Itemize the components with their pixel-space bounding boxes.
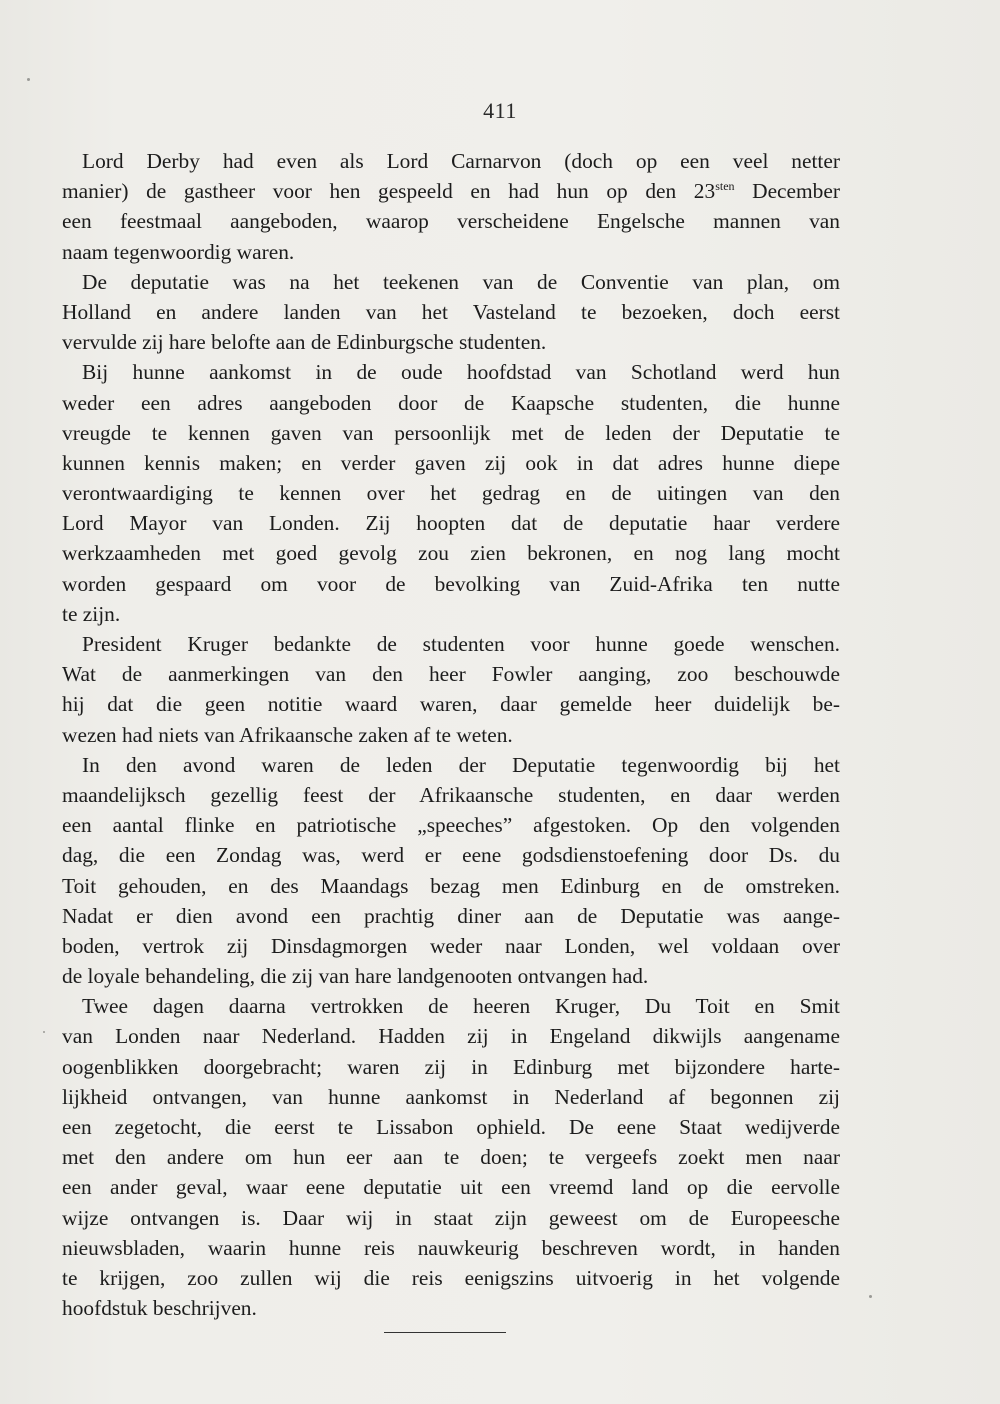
text-line: Lord Mayor van Londen. Zij hoopten dat de deputatie haar verdere — [62, 511, 840, 536]
text-line — [62, 176, 840, 206]
text-line: de loyale behandeling, die zij van hare landgenooten ontvangen had. — [62, 964, 649, 989]
text-line: wezen had niets van Afrikaansche zaken af te weten. — [62, 722, 513, 747]
superscript: sten — [715, 179, 735, 194]
text-line-part: manier) de gastheer voor hen gespeeld en had hun op den 23 — [62, 179, 716, 204]
body-text — [62, 146, 840, 1323]
text-line: hoofdstuk beschrijven. — [62, 1296, 257, 1321]
text-line: van Londen naar Nederland. Hadden zij in Engeland dikwijls aangename — [62, 1024, 840, 1049]
text-line: naam tegenwoordig waren. — [62, 239, 295, 264]
text-line: In den avond waren de leden der Deputatie tegenwoordig bij het — [82, 752, 840, 777]
text-line: wijze ontvangen is. Daar wij in staat zijn geweest om de Europeesche — [62, 1205, 840, 1230]
text-line: hij dat die geen notitie waard waren, daar gemelde heer duidelijk be- — [62, 692, 840, 717]
text-line: maandelijksch gezellig feest der Afrikaansche studenten, en daar werden — [62, 782, 840, 807]
page-number: 411 — [483, 98, 517, 123]
text-line: te krijgen, zoo zullen wij die reis eenigszins uitvoerig in het volgende — [62, 1265, 840, 1290]
scan-speck — [43, 1031, 45, 1033]
text-line: met den andere om hun eer aan te doen; te vergeefs zoekt men naar — [62, 1145, 840, 1170]
text-line: vreugde te kennen gaven van persoonlijk met de leden der Deputatie te — [62, 420, 840, 445]
text-line: werkzaamheden met goed gevolg zou zien bekronen, en nog lang mocht — [62, 541, 840, 566]
text-line-part: December — [734, 179, 840, 204]
text-line: een ander geval, waar eene deputatie uit een vreemd land op die eervolle — [62, 1175, 840, 1200]
text-line: verontwaardiging te kennen over het gedrag en de uitingen van den — [62, 481, 840, 506]
text-line: een zegetocht, die eerst te Lissabon ophield. De eene Staat wedijverde — [62, 1115, 840, 1139]
text-line: Wat de aanmerkingen van den heer Fowler aanging, zoo beschouwde — [62, 662, 840, 687]
text-line: Nadat er dien avond een prachtig diner aan de Deputatie was aange- — [62, 903, 840, 928]
text-line: boden, vertrok zij Dinsdagmorgen weder naar Londen, wel voldaan over — [62, 933, 840, 958]
text-line: Holland en andere landen van het Vasteland te bezoeken, doch eerst — [62, 299, 840, 324]
scan-speck — [27, 78, 30, 81]
text-line: een feestmaal aangeboden, waarop verscheidene Engelsche mannen van — [62, 209, 840, 234]
end-rule — [384, 1332, 506, 1333]
text-line: Lord Derby had even als Lord Carnarvon (doch op een veel netter — [82, 149, 840, 173]
text-line: Toit gehouden, en des Maandags bezag men Edinburg en de omstreken. — [62, 873, 840, 898]
text-line: nieuwsbladen, waarin hunne reis nauwkeurig beschreven wordt, in handen — [62, 1235, 840, 1260]
text-line: lijkheid ontvangen, van hunne aankomst in Nederland af begonnen zij — [62, 1084, 840, 1109]
text-line: oogenblikken doorgebracht; waren zij in Edinburg met bijzondere harte- — [62, 1054, 840, 1079]
text-line: te zijn. — [62, 601, 121, 626]
text-line: President Kruger bedankte de studenten voor hunne goede wenschen. — [82, 632, 840, 656]
text-line: De deputatie was na het teekenen van de Conventie van plan, om — [82, 269, 840, 294]
text-line: kunnen kennis maken; en verder gaven zij ook in dat adres hunne diepe — [62, 450, 840, 475]
text-line: Twee dagen daarna vertrokken de heeren Kruger, Du Toit en Smit — [82, 994, 840, 1019]
text-line: een aantal flinke en patriotische „speeches” afgestoken. Op den volgenden — [62, 813, 840, 838]
text-line: vervulde zij hare belofte aan de Edinburgsche studenten. — [62, 330, 547, 355]
scan-speck — [869, 1295, 872, 1298]
text-line: worden gespaard om voor de bevolking van Zuid-Afrika ten nutte — [62, 571, 840, 596]
text-line: weder een adres aangeboden door de Kaapsche studenten, die hunne — [62, 390, 840, 415]
text-line: dag, die een Zondag was, werd er eene godsdienstoefening door Ds. du — [62, 843, 840, 868]
text-line: Bij hunne aankomst in de oude hoofdstad van Schotland werd hun — [82, 360, 840, 385]
